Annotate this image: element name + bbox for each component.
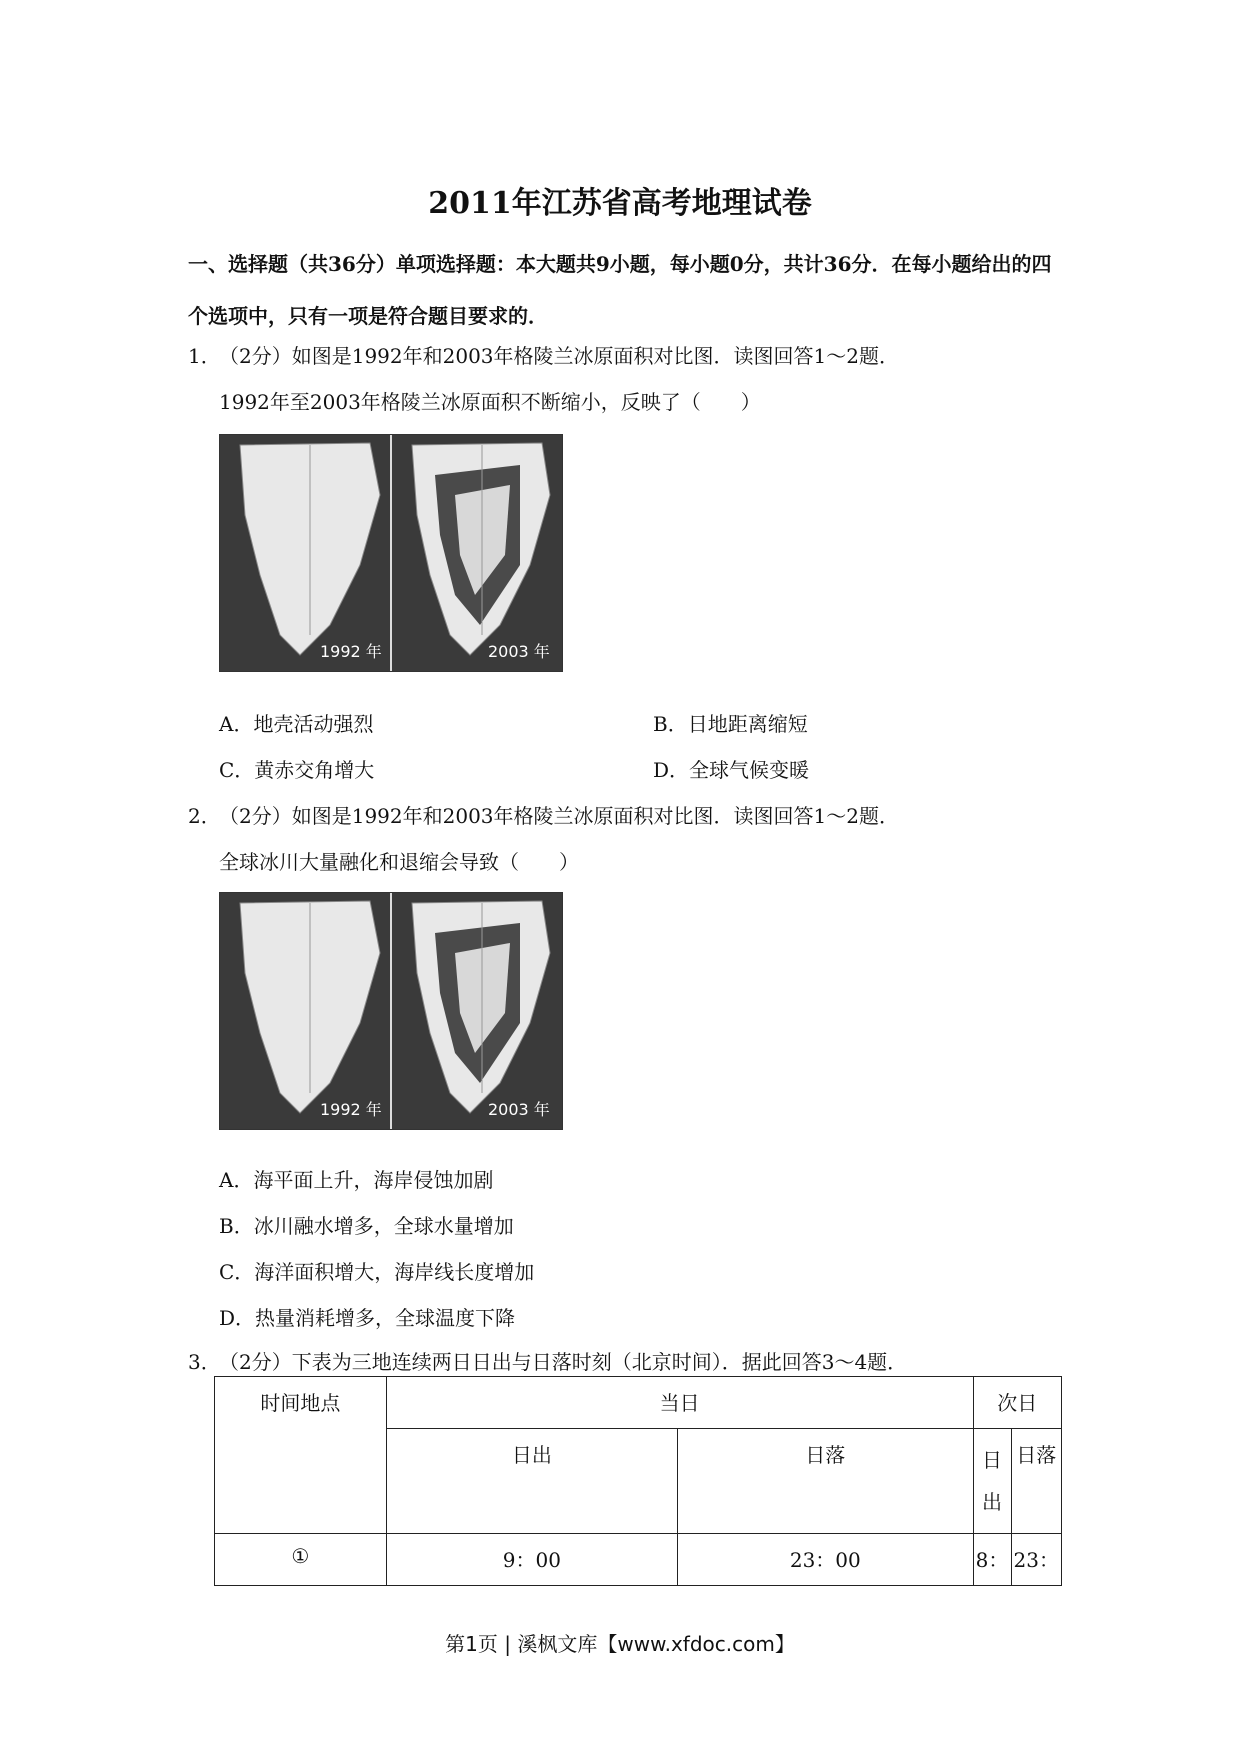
q1-label-2003: 2003 年 bbox=[488, 642, 550, 661]
header-day2: 次日 bbox=[973, 1377, 1061, 1429]
q1-option-b[interactable]: B．日地距离缩短 bbox=[653, 712, 808, 736]
q2-question: 全球冰川大量融化和退缩会导致（ ） bbox=[219, 850, 579, 874]
q1-stem: （2分）如图是1992年和2003年格陵兰冰原面积对比图．读图回答1～2题． bbox=[219, 344, 899, 368]
sunset-cell: 23：00 bbox=[678, 1534, 973, 1586]
q2-option-a[interactable]: A．海平面上升，海岸侵蚀加剧 bbox=[219, 1168, 494, 1192]
page-footer: 第1页 | 溪枫文库【www.xfdoc.com】 bbox=[445, 1632, 795, 1656]
q2-label-1992: 1992 年 bbox=[320, 1100, 382, 1119]
header-day1: 当日 bbox=[386, 1377, 973, 1429]
header-place: 时间地点 bbox=[215, 1377, 387, 1534]
q2-option-d[interactable]: D．热量消耗增多，全球温度下降 bbox=[219, 1306, 516, 1330]
q2-number: 2． bbox=[188, 804, 221, 828]
q1-greenland-figure bbox=[219, 434, 563, 672]
q1-label-1992: 1992 年 bbox=[320, 642, 382, 661]
q2-option-c[interactable]: C．海洋面积增大，海岸线长度增加 bbox=[219, 1260, 535, 1284]
q1-option-c[interactable]: C．黄赤交角增大 bbox=[219, 758, 375, 782]
table-row bbox=[215, 1534, 1062, 1586]
sunrise-sunset-table bbox=[214, 1376, 1062, 1586]
header-sunrise-next: 日出 bbox=[973, 1429, 1011, 1534]
q1-number: 1． bbox=[188, 344, 221, 368]
section-header: 一、选择题（共36分）单项选择题：本大题共9小题，每小题0分，共计36分．在每小题给出的四个选项中，只有一项是符合题目要求的． bbox=[188, 252, 1052, 328]
sunrise-cell: 9：00 bbox=[386, 1534, 677, 1586]
page-title: 2011年江苏省高考地理试卷 bbox=[428, 186, 812, 221]
q1-question: 1992年至2003年格陵兰冰原面积不断缩小，反映了（ ） bbox=[219, 390, 761, 414]
q1-option-a[interactable]: A．地壳活动强烈 bbox=[219, 712, 374, 736]
q2-label-2003: 2003 年 bbox=[488, 1100, 550, 1119]
q3-number: 3． bbox=[188, 1350, 221, 1374]
q3-stem: （2分）下表为三地连续两日日出与日落时刻（北京时间）．据此回答3～4题． bbox=[219, 1350, 908, 1374]
sunrise-next-cell: 8： bbox=[973, 1534, 1011, 1586]
place-cell: ① bbox=[215, 1534, 387, 1586]
sunset-next-cell: 23： bbox=[1011, 1534, 1062, 1586]
q2-option-b[interactable]: B．冰川融水增多，全球水量增加 bbox=[219, 1214, 514, 1238]
header-sunset-next: 日落 bbox=[1011, 1429, 1062, 1534]
header-sunset: 日落 bbox=[678, 1429, 973, 1534]
q1-option-d[interactable]: D．全球气候变暖 bbox=[653, 758, 810, 782]
q2-greenland-figure bbox=[219, 892, 563, 1130]
header-sunrise: 日出 bbox=[386, 1429, 677, 1534]
q2-stem: （2分）如图是1992年和2003年格陵兰冰原面积对比图．读图回答1～2题． bbox=[219, 804, 899, 828]
